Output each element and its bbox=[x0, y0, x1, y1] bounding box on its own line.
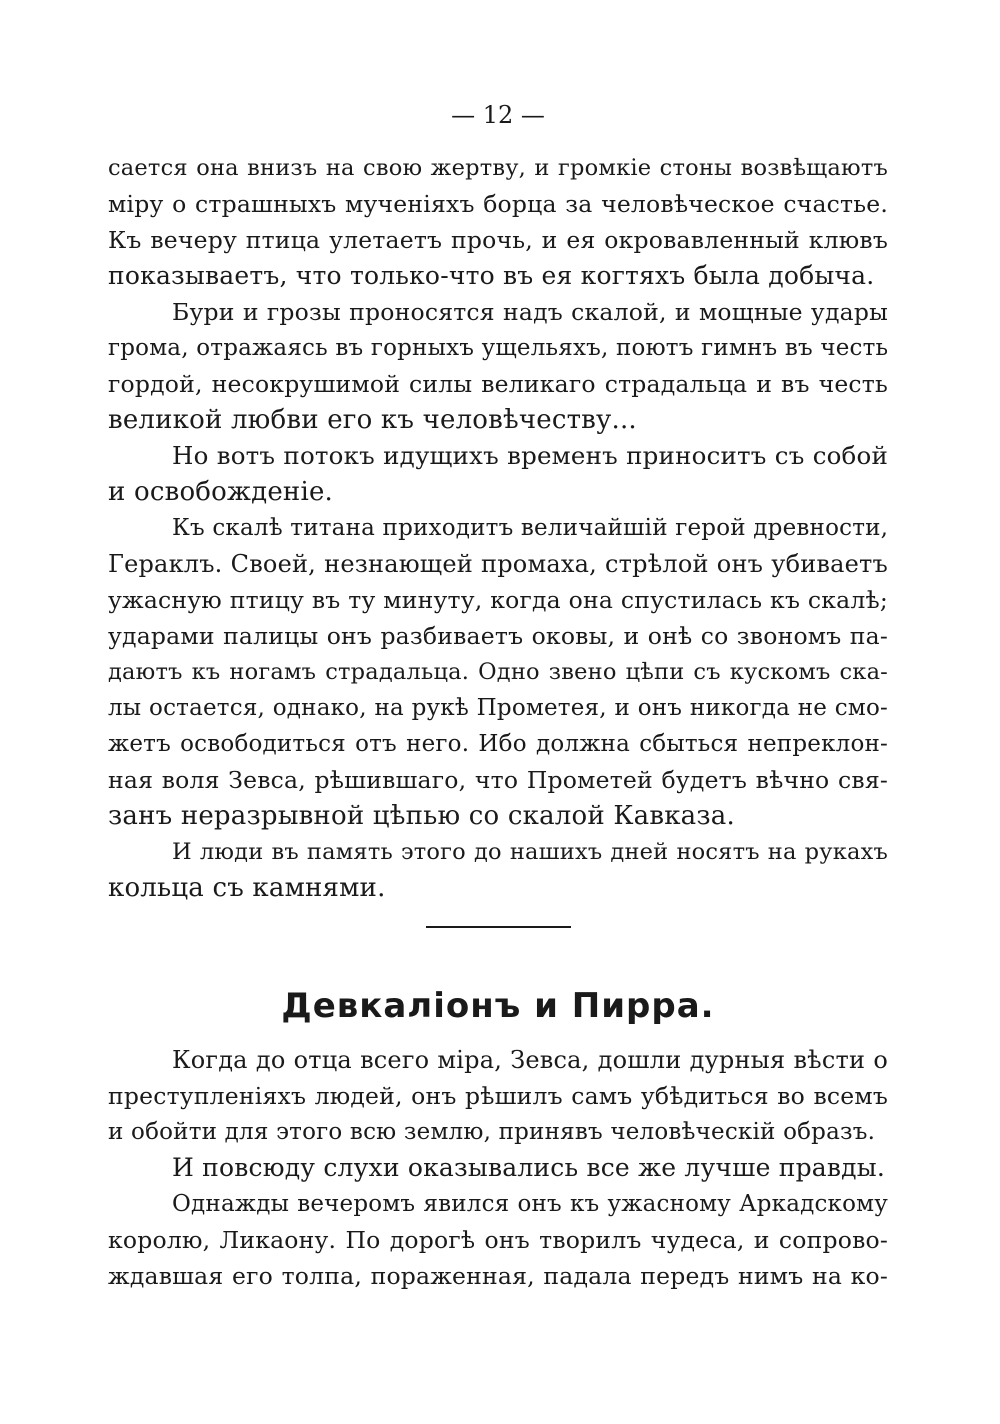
paragraph bbox=[108, 150, 888, 294]
chapter-title: Девкаліонъ и Пирра. bbox=[281, 986, 715, 1026]
text-line: занъ неразрывной цѣпью со скалой Кавказа. bbox=[108, 801, 735, 831]
text-line: жетъ освободиться отъ него. Ибо должна сбыться непреклон- bbox=[108, 731, 888, 757]
text-line: ударами палицы онъ разбиваетъ оковы, и онѣ со звономъ па- bbox=[108, 622, 888, 650]
text-line: кольца съ камнями. bbox=[108, 873, 386, 903]
section-deucalion-and-pyrrha bbox=[108, 1042, 888, 1294]
page-number: — 12 — bbox=[451, 101, 545, 129]
text-line: даютъ къ ногамъ страдальца. Одно звено цѣпи съ кускомъ ска- bbox=[108, 659, 888, 685]
text-line: великой любви его къ человѣчеству... bbox=[108, 405, 637, 435]
text-line: и освобожденіе. bbox=[108, 477, 334, 507]
page-body bbox=[108, 100, 888, 1294]
text-line: И повсюду слухи оказывались все же лучше правды. bbox=[172, 1153, 885, 1182]
paragraph bbox=[108, 1042, 888, 1150]
text-line: ужасную птицу въ ту минуту, когда она спустилась къ скалѣ; bbox=[108, 586, 888, 614]
text-line: королю, Ликаону. По дорогѣ онъ творилъ чудеса, и сопрово- bbox=[108, 1226, 888, 1254]
text-line: гордой, несокрушимой силы великаго страдальца и въ честь bbox=[108, 370, 888, 398]
text-line: Гераклъ. Своей, незнающей промаха, стрѣлой онъ убиваетъ bbox=[108, 550, 888, 578]
text-line: сается она внизъ на свою жертву, и громкіе стоны возвѣщаютъ bbox=[108, 155, 888, 181]
text-line: и обойти для этого всю землю, принявъ человѣческій образъ. bbox=[108, 1119, 876, 1145]
paragraph bbox=[108, 510, 888, 834]
text-line: Бури и грозы проносятся надъ скалой, и мощные удары bbox=[172, 298, 888, 326]
section-divider bbox=[426, 926, 571, 928]
text-line: ная воля Зевса, рѣшившаго, что Прометей будетъ вѣчно свя- bbox=[108, 766, 888, 794]
text-line: И люди въ память этого до нашихъ дней носятъ на рукахъ bbox=[172, 839, 888, 865]
text-line: Однажды вечеромъ явился онъ къ ужасному Аркадскому bbox=[172, 1191, 888, 1217]
text-line: міру о страшныхъ мученіяхъ борца за человѣческое счастье. bbox=[108, 190, 888, 218]
text-line: грома, отражаясь въ горныхъ ущельяхъ, поютъ гимнъ въ честь bbox=[108, 335, 889, 361]
text-line: Къ скалѣ титана приходитъ величайшій герой древности, bbox=[172, 515, 889, 541]
text-line: лы остается, однако, на рукѣ Прометея, и онъ никогда не смо- bbox=[108, 695, 888, 721]
section-prometheus-ending bbox=[108, 150, 888, 906]
text-line: ждавшая его толпа, пораженная, падала передъ нимъ на ко- bbox=[108, 1262, 888, 1290]
text-line: Когда до отца всего міра, Зевса, дошли дурныя вѣсти о bbox=[172, 1046, 888, 1074]
paragraph bbox=[108, 1186, 888, 1294]
paragraph bbox=[108, 834, 888, 906]
text-line: преступленіяхъ людей, онъ рѣшилъ самъ убѣдиться во всемъ bbox=[108, 1082, 888, 1110]
text-line: показываетъ, что только-что въ ея когтяхъ была добыча. bbox=[108, 261, 875, 290]
paragraph bbox=[108, 1150, 888, 1186]
paragraph bbox=[108, 294, 888, 438]
paragraph bbox=[108, 438, 888, 510]
text-line: Къ вечеру птица улетаетъ прочь, и ея окровавленный клювъ bbox=[108, 226, 888, 254]
text-line: Но вотъ потокъ идущихъ временъ приноситъ съ собой bbox=[172, 441, 888, 470]
